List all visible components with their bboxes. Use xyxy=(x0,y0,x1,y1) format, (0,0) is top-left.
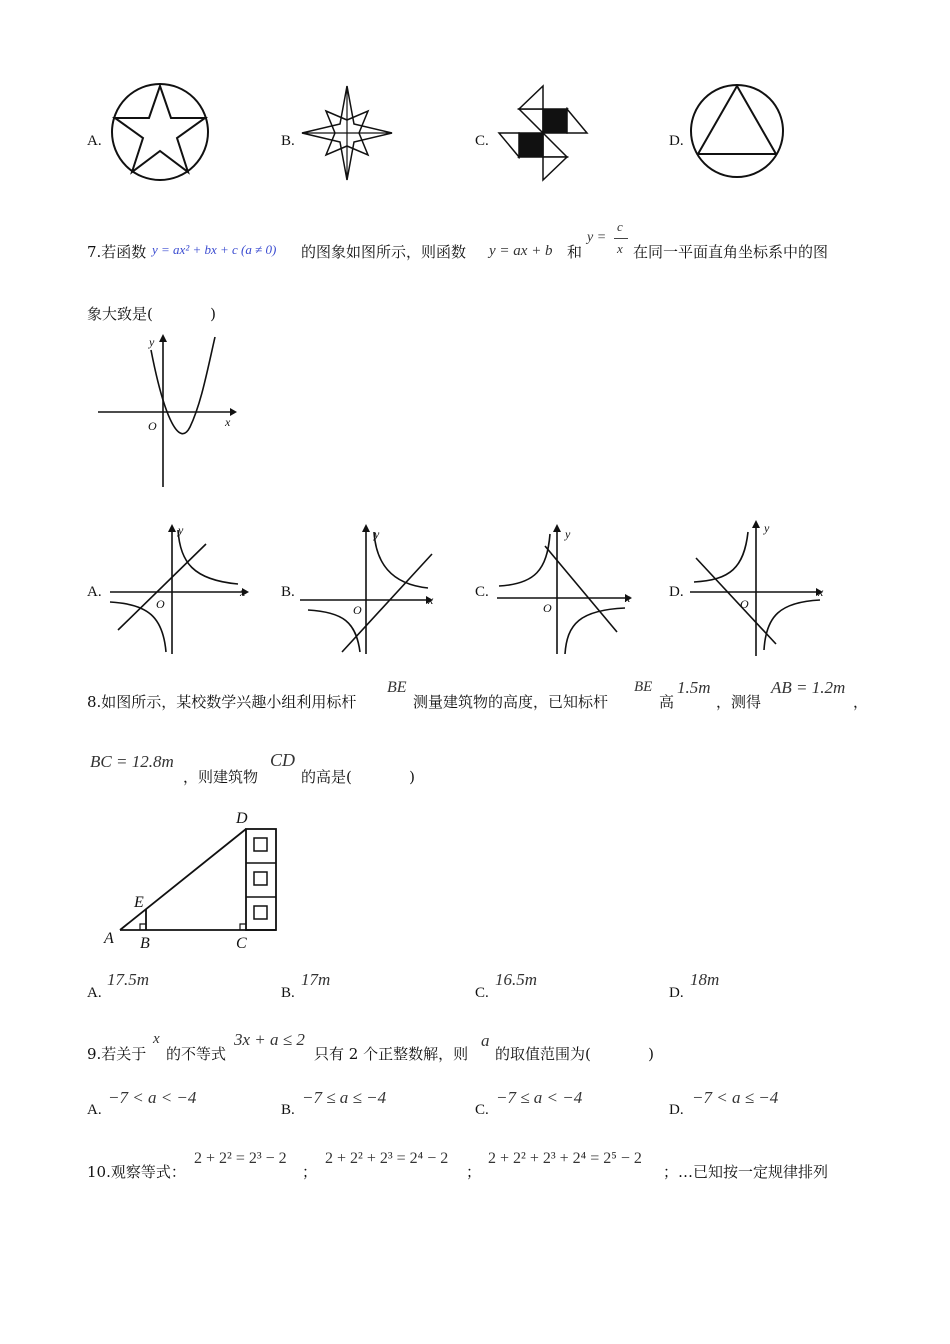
q7-option-c-label: C. xyxy=(475,584,489,600)
q7a-origin: O xyxy=(156,597,165,611)
q7d-axis-y: y xyxy=(764,521,770,535)
q7-suffix: 在同一平面直角坐标系中的图 xyxy=(633,243,829,261)
q8-point-d: D xyxy=(236,810,248,827)
q8-point-b: B xyxy=(140,935,150,952)
q7-origin-label: O xyxy=(148,419,157,433)
q7-line2: 象大致是( ) xyxy=(87,305,216,323)
q7-quadratic: y = ax² + bx + c (a ≠ 0) xyxy=(152,242,277,257)
q8-option-d-label: D. xyxy=(669,985,684,1001)
q8-point-a: A xyxy=(104,930,114,947)
q7c-axis-y: y xyxy=(565,527,571,541)
q7b-origin: O xyxy=(353,603,362,617)
q7a-axis-x: x xyxy=(240,585,246,599)
q9-option-a-value: −7 < a < −4 xyxy=(108,1088,197,1107)
fraction-bar xyxy=(614,238,628,239)
q10-eq3: 2 + 2² + 2³ + 2⁴ = 2⁵ − 2 xyxy=(488,1150,642,1167)
q8-comma: ， xyxy=(853,693,869,711)
q8-option-b-label: B. xyxy=(281,985,295,1001)
q9-option-c-value: −7 ≤ a < −4 xyxy=(496,1088,583,1107)
q8-be: BE xyxy=(387,679,407,696)
q7d-axis-x: x xyxy=(818,585,824,599)
q8-point-c: C xyxy=(236,935,247,952)
q7-option-a-label: A. xyxy=(87,584,102,600)
q6-option-b-label: B. xyxy=(281,133,295,149)
q9-mid2: 只有 2 个正整数解，则 xyxy=(314,1045,469,1063)
q8-option-b-value: 17m xyxy=(301,970,331,989)
q7-axis-x-label: x xyxy=(225,415,231,429)
q8-option-a-label: A. xyxy=(87,985,102,1001)
q7b-axis-y: y xyxy=(374,527,380,541)
q9-option-b-label: B. xyxy=(281,1102,295,1118)
q7-prefix: 7.若函数 xyxy=(87,243,147,261)
q10-suffix: ；…已知按一定规律排列 xyxy=(663,1163,829,1181)
q7-and: 和 xyxy=(567,243,583,261)
q6-option-a-label: A. xyxy=(87,133,102,149)
q9-suffix: 的取值范围为( ) xyxy=(495,1045,654,1063)
q7-parabola-graph xyxy=(95,332,240,492)
q7-inverse-lhs: y = xyxy=(587,230,607,245)
q8-option-c-value: 16.5m xyxy=(495,970,538,989)
q7c-origin: O xyxy=(543,601,552,615)
q10-sep2: ； xyxy=(466,1163,482,1181)
q7-inverse-num: c xyxy=(617,219,623,234)
q8-suffix: 的高是( ) xyxy=(301,768,415,786)
q7-inverse-den: x xyxy=(617,241,623,256)
q8-mid2: ，测得 xyxy=(716,693,762,711)
q7-axis-y-label: y xyxy=(149,335,155,349)
q7-option-c-graph xyxy=(495,522,640,657)
q8-mid3: ，则建筑物 xyxy=(183,768,259,786)
q8-mid1: 测量建筑物的高度，已知标杆 xyxy=(413,693,609,711)
q8-prefix: 8.如图所示，某校数学兴趣小组利用标杆 xyxy=(87,693,357,711)
circle-star-icon xyxy=(110,82,210,182)
pinwheel-icon xyxy=(497,84,589,182)
q10-prefix: 10.观察等式： xyxy=(87,1163,186,1181)
q8-option-d-value: 18m xyxy=(690,970,720,989)
circle-triangle-icon xyxy=(690,82,784,180)
q8-be2: BE xyxy=(634,679,653,695)
q9-option-d-value: −7 < a ≤ −4 xyxy=(692,1088,779,1107)
q7-option-d-label: D. xyxy=(669,584,684,600)
q6-option-d-label: D. xyxy=(669,133,684,149)
q8-bc: BC = 12.8m xyxy=(90,752,174,771)
q8-cd: CD xyxy=(270,750,296,770)
q9-option-d-label: D. xyxy=(669,1102,684,1118)
q8-option-a-value: 17.5m xyxy=(107,970,150,989)
q10-eq1: 2 + 2² = 2³ − 2 xyxy=(194,1150,287,1167)
q8-building-diagram xyxy=(100,805,285,955)
q9-inequality: 3x + a ≤ 2 xyxy=(234,1030,305,1049)
q7d-origin: O xyxy=(740,597,749,611)
q9-a: a xyxy=(481,1031,490,1050)
q7-linear: y = ax + b xyxy=(489,243,553,259)
q8-ab: AB = 1.2m xyxy=(771,678,846,697)
q9-option-b-value: −7 ≤ a ≤ −4 xyxy=(302,1088,387,1107)
q7-mid1: 的图象如图所示，则函数 xyxy=(301,243,467,261)
q7-option-d-graph xyxy=(688,518,833,658)
q7-option-a-graph xyxy=(108,522,253,657)
compass-star-icon xyxy=(300,84,394,182)
q8-gao: 高 xyxy=(659,693,675,711)
q8-option-c-label: C. xyxy=(475,985,489,1001)
q9-x: x xyxy=(153,1031,160,1047)
q9-mid1: 的不等式 xyxy=(166,1045,227,1063)
q8-point-e: E xyxy=(134,894,144,911)
q7-option-b-label: B. xyxy=(281,584,295,600)
q7c-axis-x: x xyxy=(625,591,631,605)
q8-height: 1.5m xyxy=(677,678,711,697)
q7-option-b-graph xyxy=(298,522,443,657)
q10-eq2: 2 + 2² + 2³ = 2⁴ − 2 xyxy=(325,1150,449,1167)
q9-prefix: 9.若关于 xyxy=(87,1045,147,1063)
q9-option-c-label: C. xyxy=(475,1102,489,1118)
q7b-axis-x: x xyxy=(428,593,434,607)
q9-option-a-label: A. xyxy=(87,1102,102,1118)
q7a-axis-y: y xyxy=(178,523,184,537)
q6-option-c-label: C. xyxy=(475,133,489,149)
q10-sep1: ； xyxy=(302,1163,318,1181)
